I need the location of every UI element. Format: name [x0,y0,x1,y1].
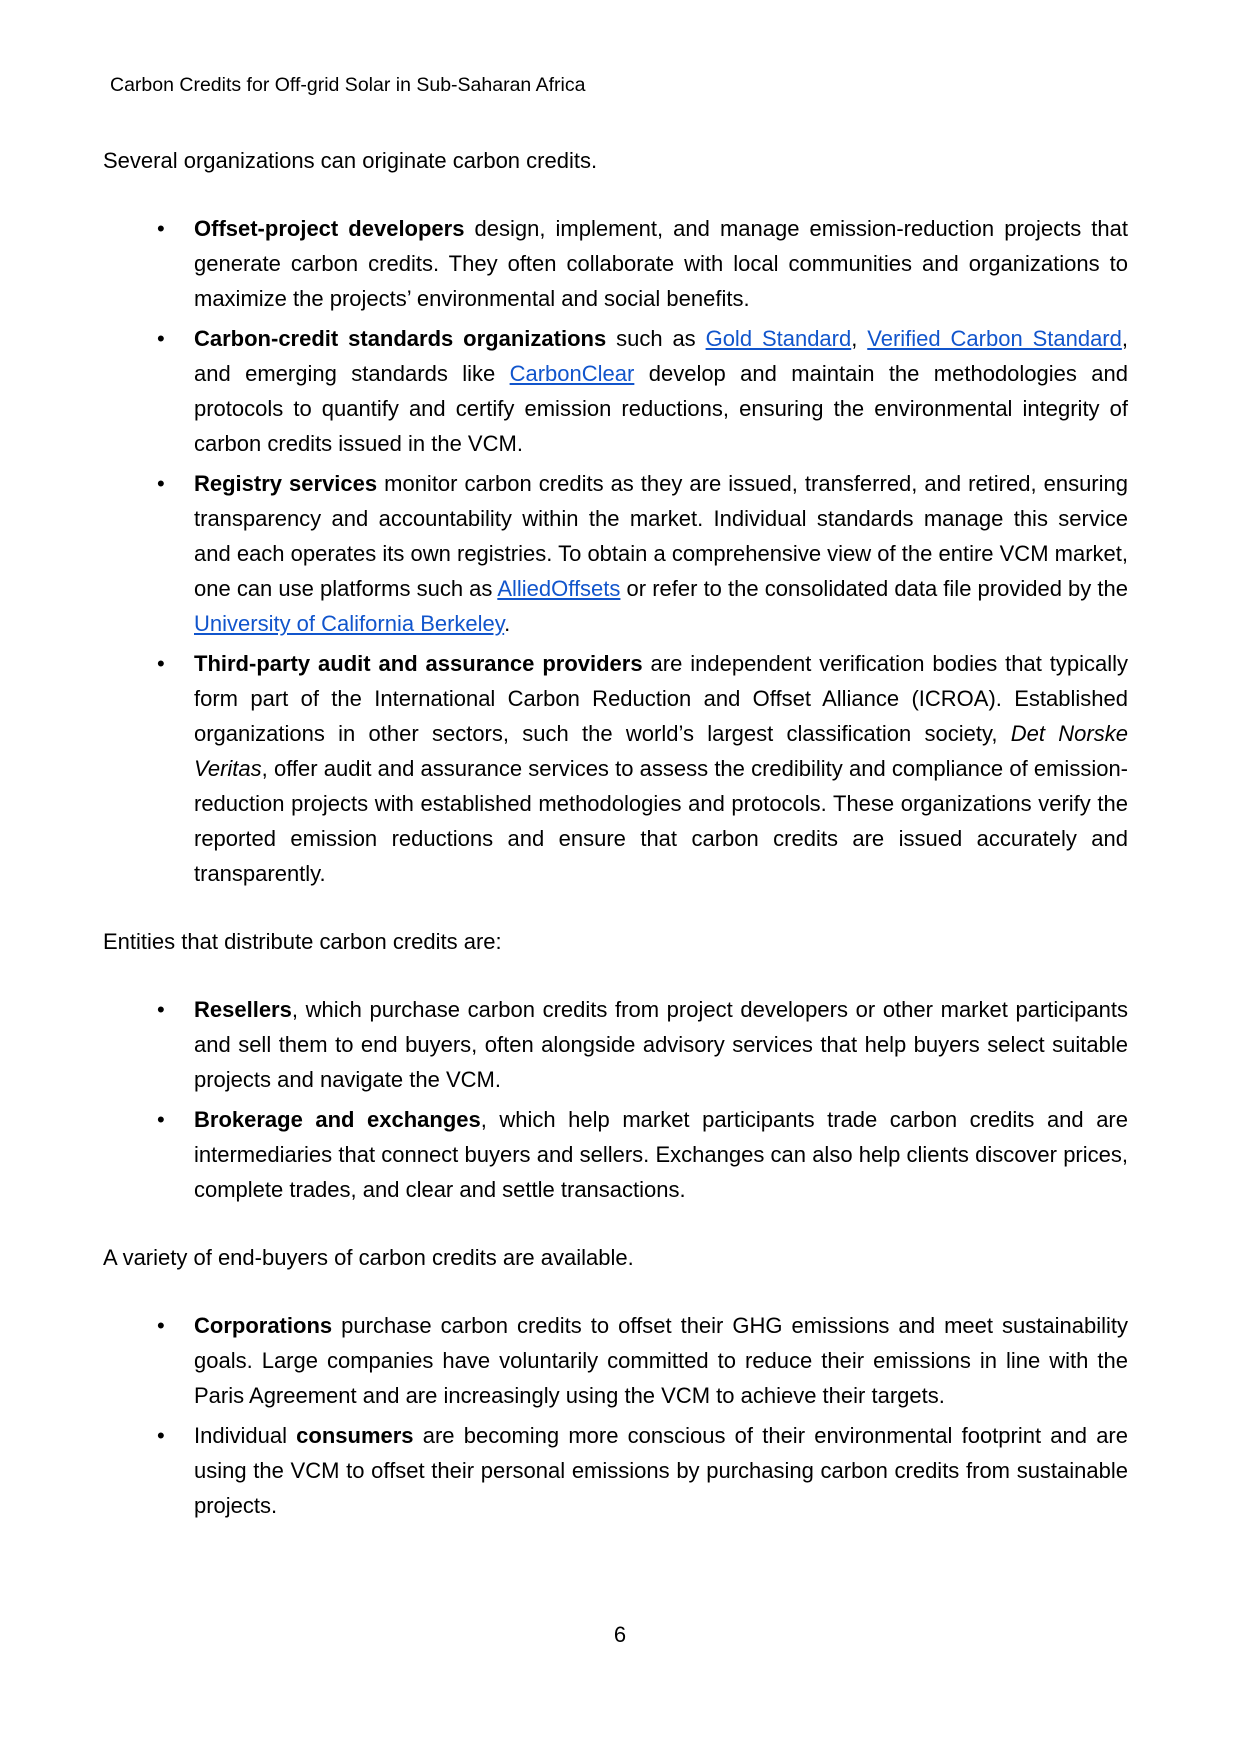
text-run: Several organizations can originate carbon credits. [103,148,598,173]
bold-text: Resellers [194,997,292,1022]
list-item [103,1308,1128,1413]
text-run: are becoming more conscious of their environmental footprint and are using the VCM to offset their personal emissions by purchasing carbon credits from sustainable projects. [194,1423,1128,1518]
link[interactable]: University of California Berkeley [194,611,505,636]
bullet-list [103,1308,1128,1523]
list-item [103,321,1128,461]
link[interactable]: Verified Carbon Standard [867,326,1122,351]
document-content [103,143,1128,1556]
text-run: A variety of end-buyers of carbon credits are available. [103,1245,634,1270]
bold-text: consumers [296,1423,414,1448]
bold-text: Registry services [194,471,378,496]
link[interactable]: Gold Standard [705,326,852,351]
text-run: Entities that distribute carbon credits are: [103,929,502,954]
paragraph [103,924,1128,959]
text-run: , [851,326,868,351]
list-item [103,992,1128,1097]
bullet-list [103,992,1128,1207]
bold-text: Third-party audit and assurance providers [194,651,643,676]
bullet-list [103,211,1128,891]
text-run: . [504,611,511,636]
text-run: , offer audit and assurance services to assess the credibility and compliance of emission-reduction projects with established methodologies and protocols. These organizations verify the reported emission reductions and ensure that carbon credits are issued accurately and transparently. [194,756,1128,886]
bold-text: Offset-project developers [194,216,465,241]
bold-text: Carbon-credit standards organizations [194,326,607,351]
list-item [103,211,1128,316]
list-item [103,466,1128,641]
text-run: develop and maintain the methodologies and protocols to quantify and certify emission reductions, ensuring the environmental integrity of carbon credits issued in the VCM. [194,361,1128,456]
paragraph [103,1240,1128,1275]
text-run: , which purchase carbon credits from project developers or other market participants and sell them to end buyers, often alongside advisory services that help buyers select suitable projects and navigate the VCM. [194,997,1128,1092]
text-run: design, implement, and manage emission-reduction projects that generate carbon credits. They often collaborate with local communities and organizations to maximize the projects’ environmental and social benefits. [194,216,1128,311]
text-run: monitor carbon credits as they are issued, transferred, and retired, ensuring transparency and accountability within the market. Individual standards manage this service and each operates its own registries. To obtain a comprehensive view of the entire VCM market, one can use platforms such as [194,471,1128,601]
list-item [103,646,1128,891]
text-run: or refer to the consolidated data file provided by the [620,576,1128,601]
text-run: , which help market participants trade carbon credits and are intermediaries that connect buyers and sellers. Exchanges can also help clients discover prices, complete trades, and clear and settle transactions. [194,1107,1128,1202]
page-number: 6 [613,1622,627,1647]
bold-text: Brokerage and exchanges [194,1107,481,1132]
list-item [103,1418,1128,1523]
text-run: purchase carbon credits to offset their GHG emissions and meet sustainability goals. Large companies have voluntarily committed to reduce their emissions in line with the Paris Agreement and are increasingly using the VCM to achieve their targets. [194,1313,1128,1408]
text-run: are independent verification bodies that typically form part of the International Carbon Reduction and Offset Alliance (ICROA). Established organizations in other sectors, such the world’s largest classification society, [194,651,1128,746]
text-run: such as [606,326,706,351]
link[interactable]: CarbonClear [509,361,635,386]
link[interactable]: AlliedOffsets [497,576,621,601]
bold-text: Corporations [194,1313,333,1338]
italic-text: Det Norske Veritas [194,721,1128,781]
text-run: Individual [194,1423,297,1448]
paragraph [103,143,1128,178]
running-header: Carbon Credits for Off-grid Solar in Sub-Saharan Africa [110,74,586,96]
list-item [103,1102,1128,1207]
text-run: , and emerging standards like [194,326,1128,386]
